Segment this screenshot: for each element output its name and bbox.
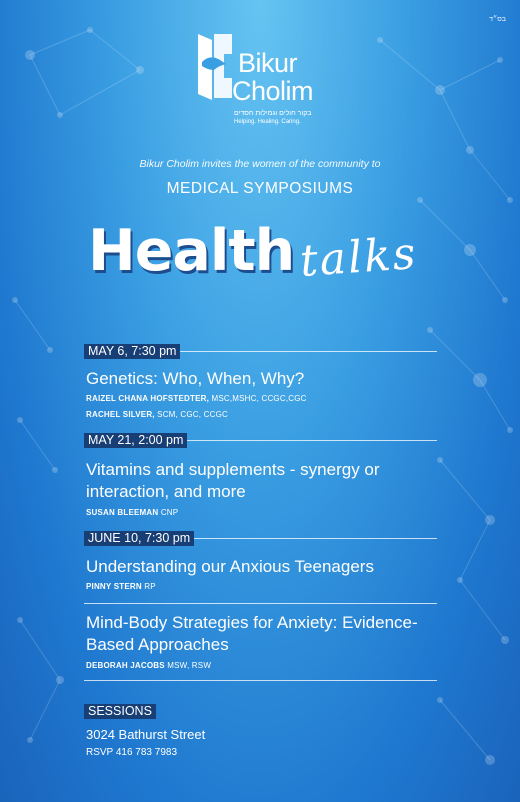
speaker: RACHEL SILVER, SCM, CGC, CCGC	[86, 410, 228, 419]
logo-tagline: Helping. Healing. Caring.	[234, 119, 301, 125]
venue-address: 3024 Bathurst Street	[86, 727, 206, 742]
bsd-mark: בס״ד	[489, 16, 506, 23]
invite-text: Bikur Cholim invites the women of the community to	[139, 158, 381, 170]
talk-title: Genetics: Who, When, Why?	[86, 369, 305, 388]
date-chip: MAY 6, 7:30 pm	[84, 344, 180, 359]
date-chip: JUNE 10, 7:30 pm	[84, 531, 194, 546]
divider	[84, 680, 437, 681]
date-row	[84, 344, 437, 359]
health-title: Health	[88, 218, 295, 284]
date-row	[84, 433, 437, 448]
sessions-label: SESSIONS	[84, 704, 156, 719]
speaker: PINNY STERN RP	[86, 582, 156, 591]
symposium-heading: MEDICAL SYMPOSIUMS	[166, 180, 354, 197]
rsvp-phone: RSVP 416 783 7983	[86, 747, 178, 758]
talk-title: Mind-Body Strategies for Anxiety: Evidence-Based Approaches	[86, 613, 418, 654]
talks-script-title: talks	[298, 227, 419, 288]
logo-line2: Cholim	[232, 76, 314, 106]
speaker: SUSAN BLEEMAN CNP	[86, 508, 179, 517]
talk-title: Vitamins and supplements - synergy or interaction, and more	[86, 460, 380, 501]
logo-line1: Bikur	[238, 48, 298, 78]
bikur-cholim-logo	[196, 32, 336, 130]
talk-title: Understanding our Anxious Teenagers	[86, 557, 374, 576]
date-row	[84, 531, 437, 546]
date-chip: MAY 21, 2:00 pm	[84, 433, 187, 448]
logo-hebrew: בקור חולים וגמילות חסדים	[234, 110, 312, 117]
divider	[84, 603, 437, 604]
speaker: DEBORAH JACOBS MSW, RSW	[86, 661, 212, 670]
speaker: RAIZEL CHANA HOFSTEDTER, MSC,MSHC, CCGC,CGC	[86, 394, 307, 403]
